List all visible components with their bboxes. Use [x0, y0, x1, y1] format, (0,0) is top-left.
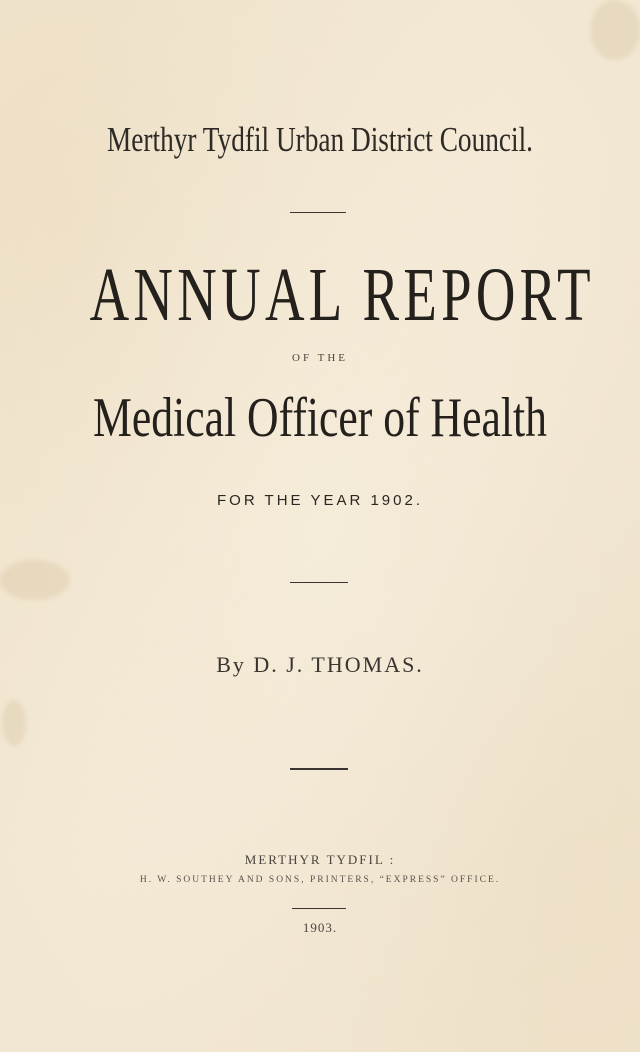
paper-stain [590, 0, 640, 60]
of-the-label: OF THE [292, 352, 348, 364]
report-period: FOR THE YEAR 1902. [216, 492, 423, 509]
paper-stain [0, 560, 70, 600]
divider-rule [290, 582, 348, 583]
divider-rule [292, 908, 346, 909]
divider-rule [290, 212, 346, 213]
paper-stain [2, 700, 26, 746]
report-subject: Medical Officer of Health [92, 387, 547, 449]
imprint-year: 1903. [302, 920, 338, 935]
imprint-printers: H. W. SOUTHEY AND SONS, PRINTERS, “EXPRESS” OFFICE. [139, 875, 501, 885]
report-title: ANNUAL REPORT [89, 253, 595, 337]
divider-rule [290, 768, 348, 770]
author-line: By D. J. THOMAS. [216, 652, 424, 677]
council-name: Merthyr Tydfil Urban District Council. [107, 120, 533, 159]
imprint-place: MERTHYR TYDFIL : [244, 852, 396, 867]
